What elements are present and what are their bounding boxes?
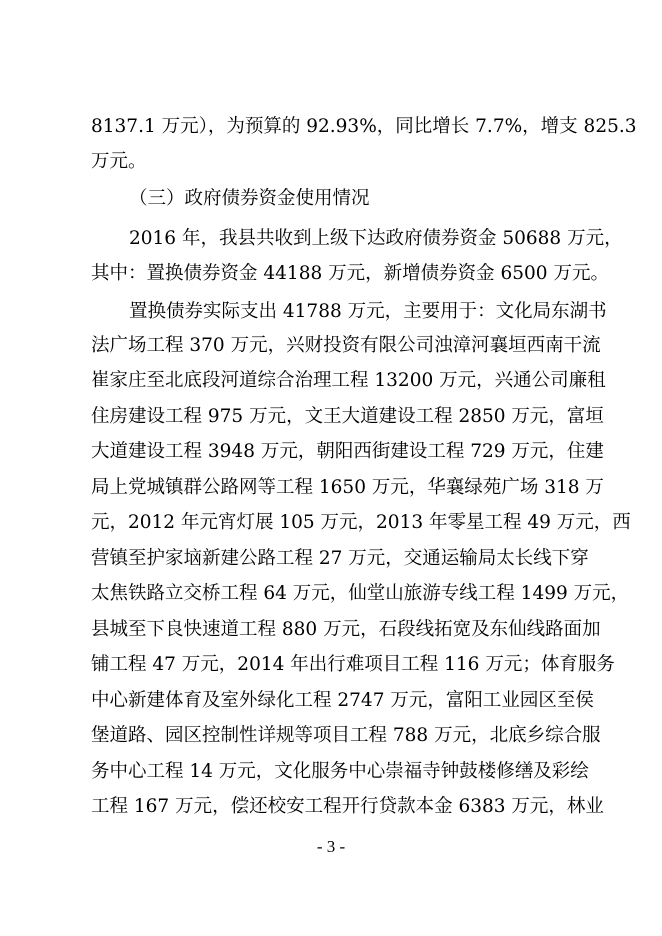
body-text-line: 大道建设工程 3948 万元，朝阳西街建设工程 729 万元，住建 <box>91 441 604 462</box>
body-text-line: 工程 167 万元，偿还校安工程开行贷款本金 6383 万元，林业 <box>91 796 604 817</box>
body-text-line: 其中：置换债券资金 44188 万元，新增债券资金 6500 万元。 <box>91 263 609 284</box>
body-text-line: 铺工程 47 万元，2014 年出行难项目工程 116 万元；体育服务 <box>91 654 615 675</box>
body-text-line: 局上党城镇群公路网等工程 1650 万元，华襄绿苑广场 318 万 <box>91 477 604 498</box>
body-text-line: 务中心工程 14 万元，文化服务中心崇福寺钟鼓楼修缮及彩绘 <box>91 761 589 782</box>
body-text-line: 2016 年，我县共收到上级下达政府债券资金 50688 万元， <box>129 228 623 249</box>
body-text-line: 8137.1 万元），为预算的 92.93%，同比增长 7.7%，增支 825.3 <box>91 116 637 137</box>
body-text-line: 崔家庄至北底段河道综合治理工程 13200 万元，兴通公司廉租 <box>91 370 606 391</box>
body-text-line: 中心新建体育及室外绿化工程 2747 万元，富阳工业园区至侯 <box>91 690 594 711</box>
body-text-line: 营镇至护家垴新建公路工程 27 万元，交通运输局太长线下穿 <box>91 548 589 569</box>
body-text-line: 堡道路、园区控制性详规等项目工程 788 万元，北底乡综合服 <box>91 725 601 746</box>
body-text-line: 万元。 <box>91 151 147 172</box>
body-text-line: 住房建设工程 975 万元，文王大道建设工程 2850 万元，富垣 <box>91 406 604 427</box>
body-text-line: 太焦铁路立交桥工程 64 万元，仙堂山旅游专线工程 1499 万元， <box>91 583 630 604</box>
section-heading: （三）政府债券资金使用情况 <box>129 188 370 209</box>
body-text-line: 元，2012 年元宵灯展 105 万元，2013 年零星工程 49 万元，西 <box>91 512 631 533</box>
body-text-line: 置换债券实际支出 41788 万元，主要用于：文化局东湖书 <box>129 301 607 322</box>
page-number: - 3 - <box>316 837 346 856</box>
body-text-line: 法广场工程 370 万元，兴财投资有限公司浊漳河襄垣西南干流 <box>91 335 601 356</box>
body-text-line: 县城至下良快速道工程 880 万元，石段线拓宽及东仙线路面加 <box>91 619 601 640</box>
